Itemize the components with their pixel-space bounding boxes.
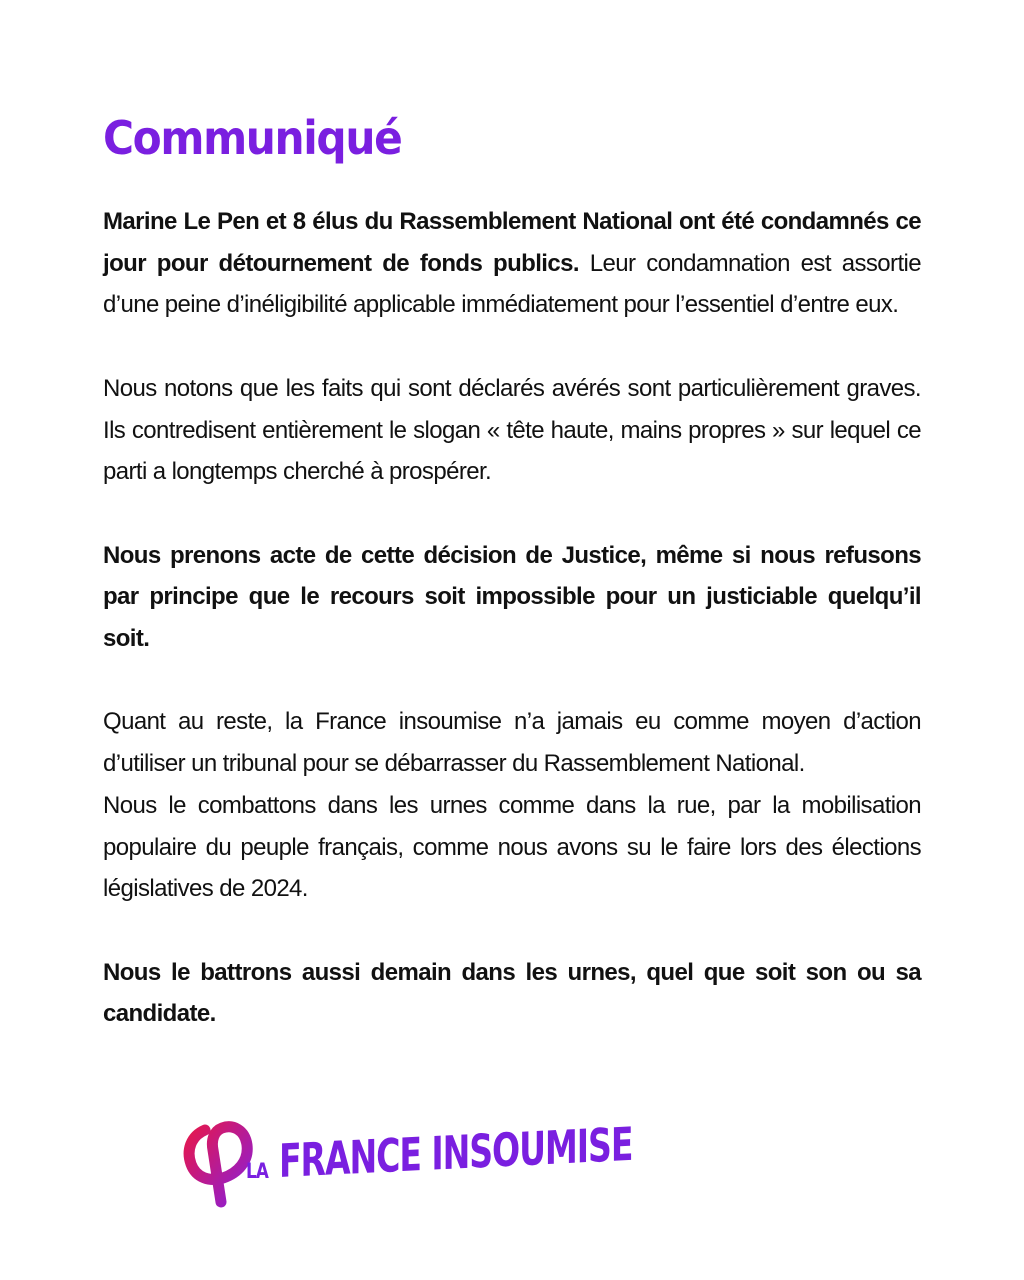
page-title: Communiqué <box>103 111 402 165</box>
la-france-insoumise-logo <box>183 1112 643 1212</box>
paragraph-1-text: Leur condamnation est assortie d’une peine d’inéligibilité applicable immédiatement pour l’essentiel d’entre eux. <box>103 249 921 319</box>
paragraph-5: Nous le combattons dans les urnes comme dans la rue, par la mobilisation populaire du peuple français, comme nous avons su le faire lors des élections législatives de 2024. <box>103 791 921 903</box>
paragraph-4: Quant au reste, la France insoumise n’a jamais eu comme moyen d’action d’utiliser un tribunal pour se débarrasser du Rassemblement National. <box>103 708 921 778</box>
paragraph-1-bold-lead: Marine Le Pen et 8 élus du Rassemblement National ont été condamnés ce jour pour détournement de fonds publics. <box>103 208 921 277</box>
phi-icon <box>183 1116 255 1208</box>
logo-name: FRANCE INSOUMISE <box>279 1116 633 1188</box>
paragraph-6: Nous le battrons aussi demain dans les urnes, quel que soit son ou sa candidate. <box>103 958 921 1028</box>
paragraph-1 <box>103 201 921 326</box>
paragraph-3: Nous prenons acte de cette décision de Justice, même si nous refusons par principe que le recours soit impossible pour un justiciable quelqu’il soit. <box>103 541 921 652</box>
logo-prefix: LA <box>246 1159 269 1183</box>
communique-body <box>103 201 921 1077</box>
paragraph-2: Nous notons que les faits qui sont déclarés avérés sont particulièrement graves. Ils contredisent entièrement le slogan « tête haute, mains propres » sur lequel ce parti a longtemps cherché à prospérer. <box>103 374 921 486</box>
communique-page <box>103 0 921 1280</box>
